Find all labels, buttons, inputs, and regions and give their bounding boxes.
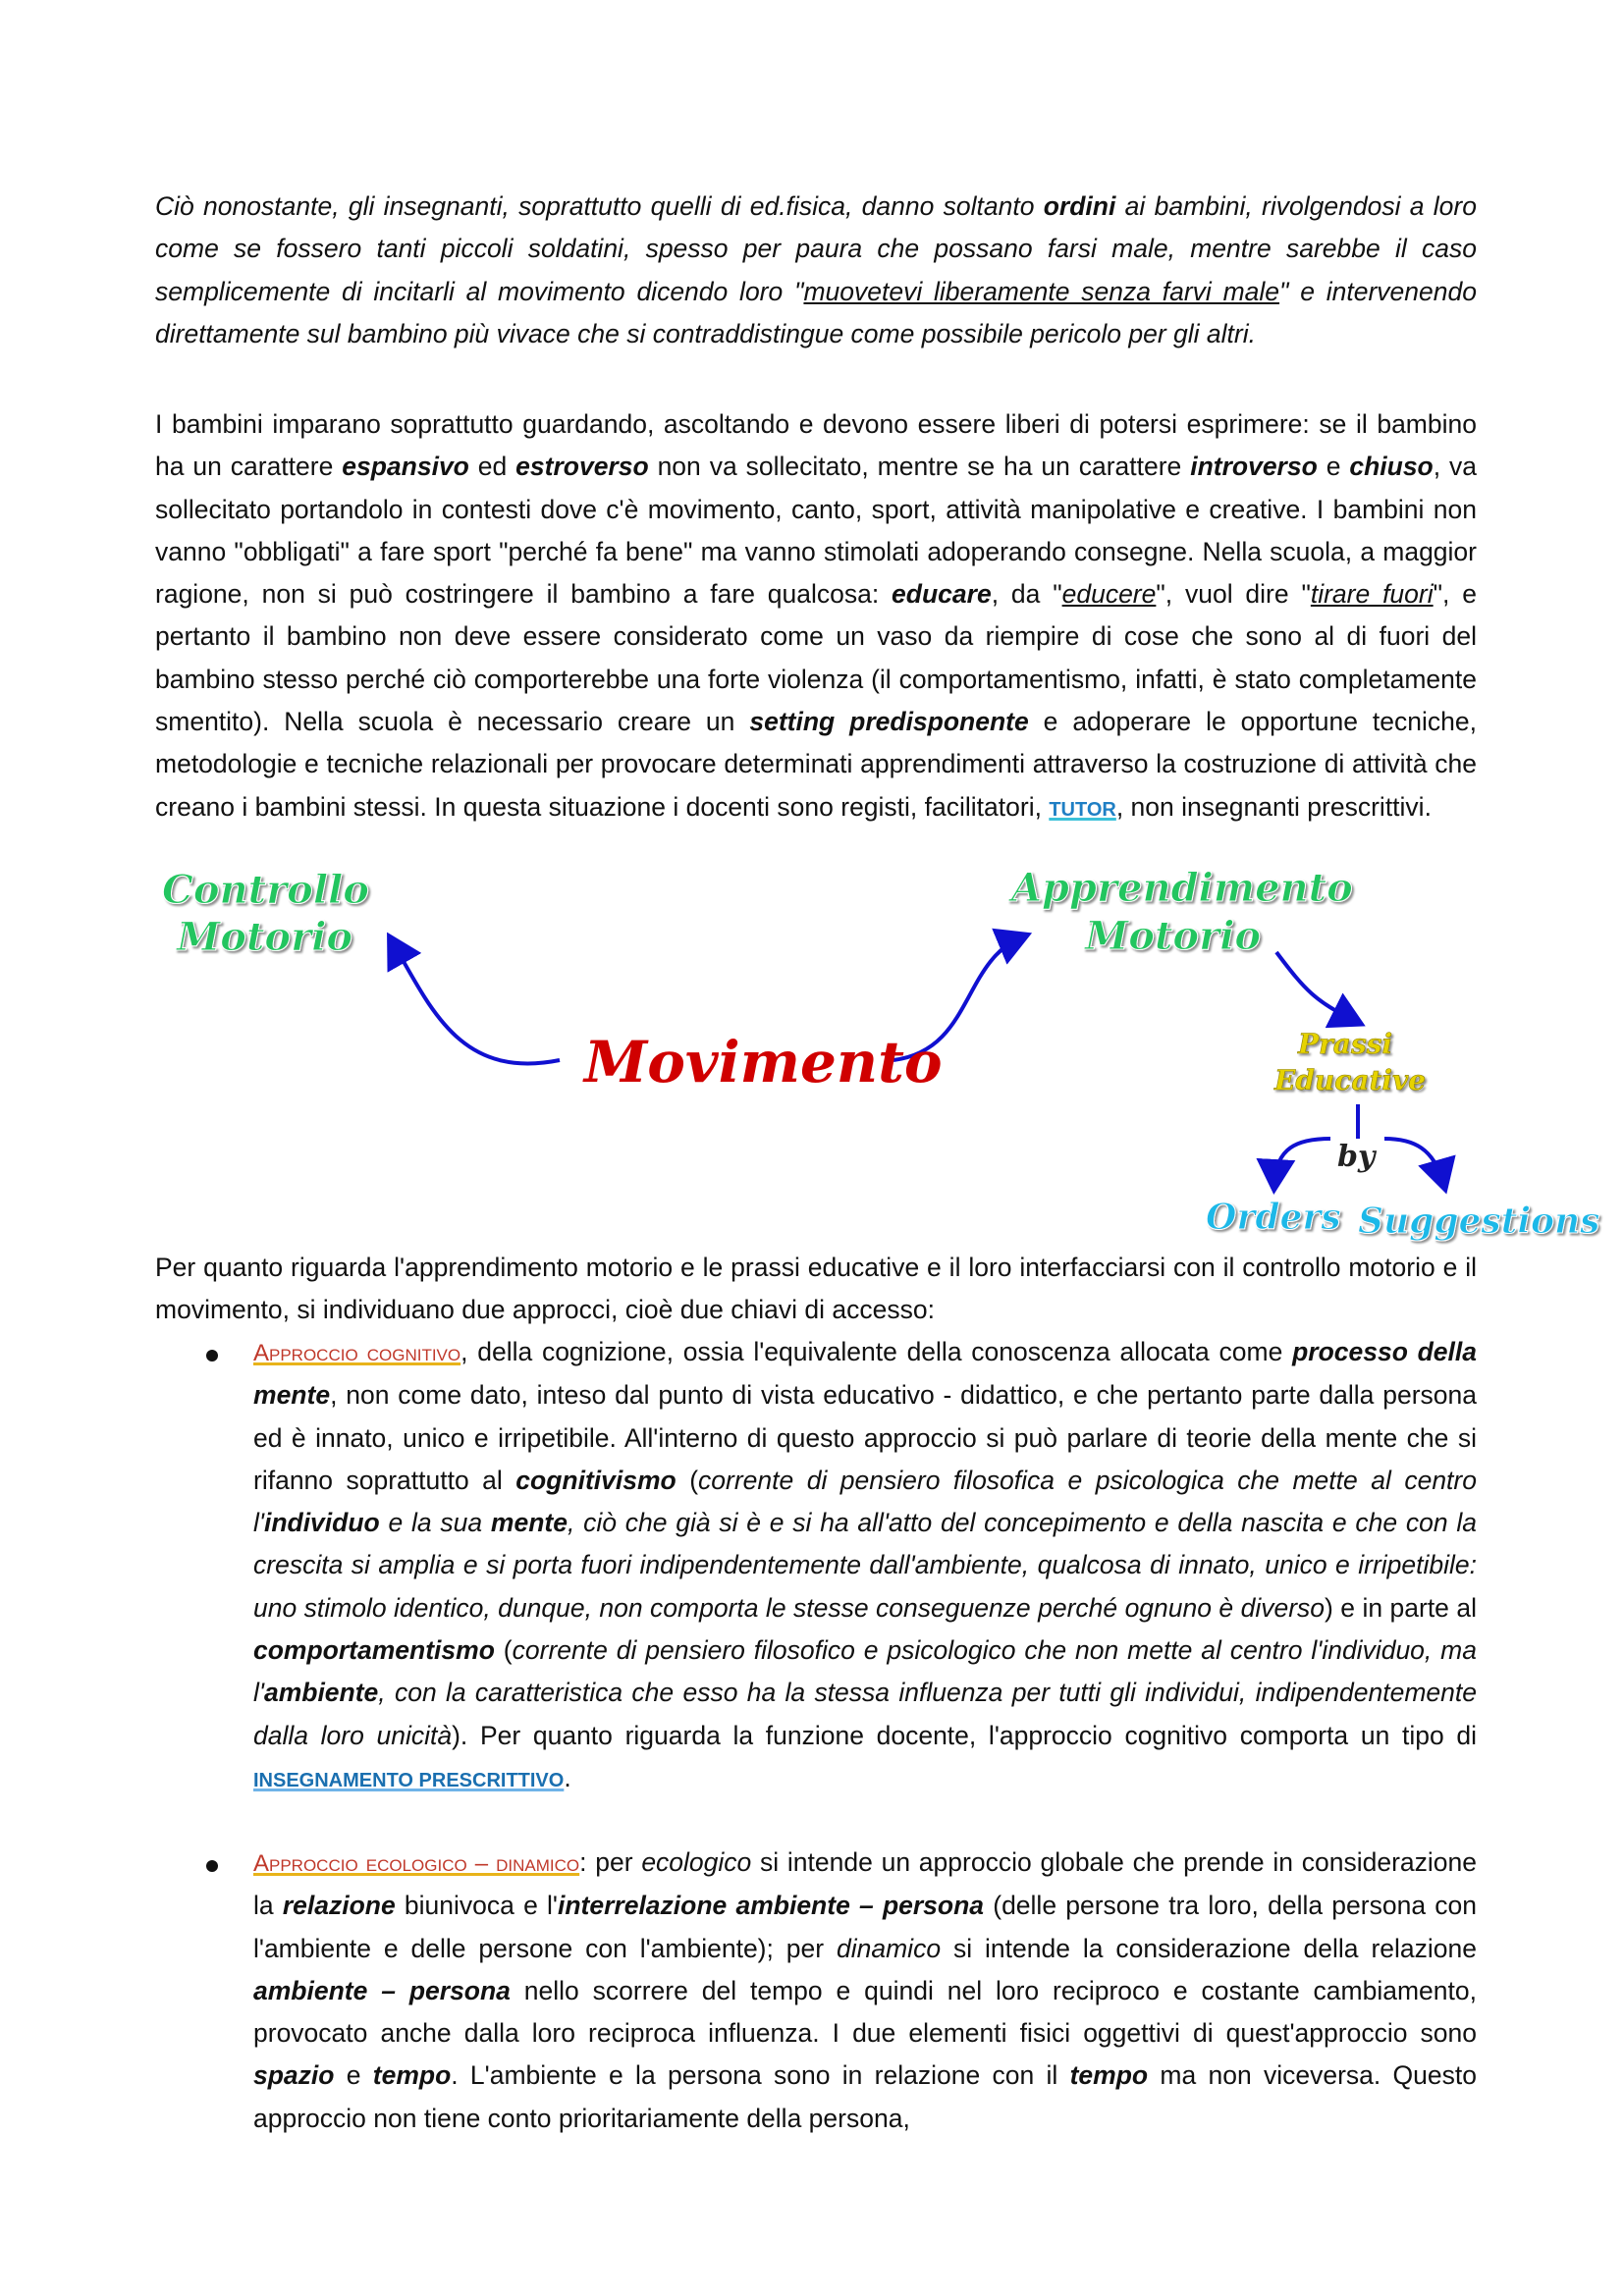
text-run: , non come dato, inteso dal punto di vista educativo - didattico, e che pertanto parte dalla persona ed è innato, unico e irripetibile. All'interno di questo approccio si può parlare di teorie della mente che si rifanno soprattutto al (253, 1380, 1477, 1495)
text-run: , con la caratteristica che esso ha la stessa influenza per tutti gli individui, indipendentemente dalla loro unicità (253, 1678, 1477, 1750)
text-run: ) e in parte al (1325, 1592, 1477, 1623)
text-run: setting predisponente (749, 707, 1029, 737)
text-run: mente (490, 1508, 568, 1538)
text-run: spazio (253, 2060, 335, 2091)
text-run: . L'ambiente e la persona sono in relazione con il (451, 2060, 1070, 2091)
text-run: INSEGNAMENTO PRESCRITTIVO (253, 1769, 565, 1791)
text-run: chiuso (1349, 452, 1434, 482)
text-run: espansivo (342, 452, 469, 482)
text-run: ", e pertanto il bambino non deve essere considerato come un vaso da riempire di cose che sono al di fuori del bambino stesso perché ciò comporterebbe una forte violenza (il comportamentismo, infatti, è stato completamente smentito). Nella scuola è necessario creare un (155, 579, 1477, 737)
text-run: corrente di pensiero filosofica e psicologica che mette al centro l' (253, 1465, 1477, 1538)
text-run: cognitivismo (515, 1465, 677, 1495)
text-run: ecologico (641, 1847, 752, 1877)
text-run: ( (494, 1635, 513, 1666)
arrow-to-controllo (393, 942, 560, 1063)
text-run: e la sua (379, 1508, 491, 1538)
text-run: tirare fuori (1310, 579, 1434, 610)
text-run: . (564, 1762, 571, 1792)
arrow-to-suggestions (1384, 1139, 1443, 1183)
text-run: ma non viceversa. Questo approccio non tiene conto prioritariamente della persona, (253, 2060, 1477, 2133)
label-suggestions: Suggestions (1358, 1201, 1600, 1242)
label-controllo-2: Motorio (177, 914, 353, 960)
text-run: Per quanto riguarda l'apprendimento motorio e le prassi educative e il loro interfacciarsi con il controllo motorio e il movimento, si individuano due approcci, cioè due chiavi di accesso: (155, 1253, 1477, 1325)
text-run: comportamentismo (253, 1635, 495, 1666)
text-run: : per (579, 1847, 642, 1877)
text-run: si intende un approccio globale che prende in considerazione la (253, 1847, 1478, 1921)
label-apprendimento-1: Apprendimento (1011, 865, 1353, 911)
text-run: processo della mente (253, 1337, 1478, 1411)
text-run: , non insegnanti prescrittivi. (1115, 791, 1432, 822)
text-run: e (334, 2060, 373, 2091)
movement-diagram (0, 854, 1624, 1247)
text-run: dinamico (837, 1933, 942, 1963)
text-run: tempo (1069, 2060, 1149, 2091)
bullet-dot (206, 1350, 218, 1362)
text-run: ", vuol dire " (1156, 579, 1311, 610)
text-run: ambiente – persona (253, 1975, 511, 2005)
text-run: interrelazione ambiente – persona (557, 1891, 985, 1921)
text-run: TUTOR (1049, 798, 1116, 821)
text-run: ai bambini, rivolgendosi a loro come se fossero tanti piccoli soldatini, spesso per paura che possano farsi male, mentre sarebbe il caso semplicemente di incitarli al movimento dicendo loro " (155, 191, 1477, 306)
text-run: individuo (263, 1508, 380, 1538)
arrow-to-orders (1274, 1139, 1330, 1183)
paragraph-intro (155, 186, 1477, 355)
text-run: , da " (991, 579, 1062, 610)
text-run: (delle persone tra loro, della persona con l'ambiente e delle persone con l'ambiente); per (253, 1891, 1477, 1963)
label-controllo-1: Controllo (162, 867, 369, 913)
text-run: , ciò che già si è e si ha all'atto del concepimento e della nascita e che con la crescita si amplia e si porta fuori indipendentemente dall'ambiente, qualcosa di innato, unico e irripetibile: uno stimolo identico, dunque, non comporta le stesse conseguenze perché ognuno è diverso (253, 1508, 1477, 1623)
text-run: educare (892, 579, 992, 610)
bullet-dot (206, 1860, 218, 1872)
text-run: , della cognizione, ossia l'equivalente della conoscenza allocata come (460, 1337, 1293, 1366)
arrow-to-prassi (1276, 952, 1355, 1021)
text-run: " e intervenendo direttamente sul bambino più vivace che si contraddistingue come possibile pericolo per gli altri. (155, 276, 1477, 348)
text-run: introverso (1190, 452, 1318, 482)
text-run: muovetevi liberamente senza farvi male (803, 276, 1280, 306)
label-prassi-1: Prassi (1298, 1028, 1393, 1060)
bullet-approccio-ecologico (253, 1842, 1477, 2140)
text-run: , va sollecitato portandolo in contesti dove c'è movimento, canto, sport, attività manipolative e creative. I bambini non vanno "obbligati" a fare sport "perché fa bene" ma vanno stimolati adoperando consegne. Nella scuola, a maggior ragione, non si può costringere il bambino a fare qualcosa: (155, 452, 1478, 610)
text-run: Ciò nonostante, gli insegnanti, soprattutto quelli di ed.fisica, danno soltanto (155, 191, 1044, 221)
text-run: ordini (1043, 191, 1116, 221)
text-run: nello scorrere del tempo e quindi nel loro reciproco e costante cambiamento, provocato anche dalla loro reciproca influenza. I due elementi fisici oggettivi di quest'approccio sono (253, 1975, 1478, 2049)
text-run: educere (1061, 579, 1157, 610)
text-run: Approccio cognitivo (253, 1340, 461, 1366)
bullet-approccio-cognitivo (253, 1331, 1477, 1802)
text-run: non va sollecitato, mentre se ha un carattere (648, 452, 1191, 482)
text-run: Approccio ecologico – dinamico (253, 1850, 580, 1877)
text-run: corrente di pensiero filosofico e psicologico che non mette al centro l'individuo, ma l' (253, 1635, 1477, 1708)
label-by: by (1337, 1140, 1376, 1174)
text-run: relazione (282, 1891, 396, 1921)
text-run: tempo (372, 2060, 452, 2091)
label-movimento: Movimento (584, 1029, 943, 1095)
text-run: e adoperare le opportune tecniche, metodologie e tecniche relazionali per provocare determinati apprendimenti attraverso la costruzione di attività che creano i bambini stessi. In questa situazione i docenti sono registi, facilitatori, (155, 707, 1477, 822)
label-prassi-2: Educative (1274, 1064, 1427, 1096)
text-run: ed (468, 452, 516, 482)
label-apprendimento-2: Motorio (1085, 913, 1262, 959)
paragraph-bambini (155, 403, 1477, 831)
text-run: si intende la considerazione della relazione (941, 1933, 1477, 1963)
text-run: ambiente (263, 1678, 379, 1708)
paragraph-approcci (155, 1247, 1477, 1332)
text-run: ( (676, 1465, 699, 1495)
text-run: ). Per quanto riguarda la funzione docente, l'approccio cognitivo comporta un tipo di (452, 1720, 1477, 1750)
text-run: estroverso (515, 452, 649, 482)
text-run: biunivoca e l' (395, 1891, 558, 1921)
text-run: I bambini imparano soprattutto guardando, ascoltando e devono essere liberi di potersi esprimere: se il bambino ha un carattere (155, 409, 1477, 482)
label-orders: Orders (1206, 1197, 1341, 1238)
text-run: e (1317, 452, 1350, 482)
